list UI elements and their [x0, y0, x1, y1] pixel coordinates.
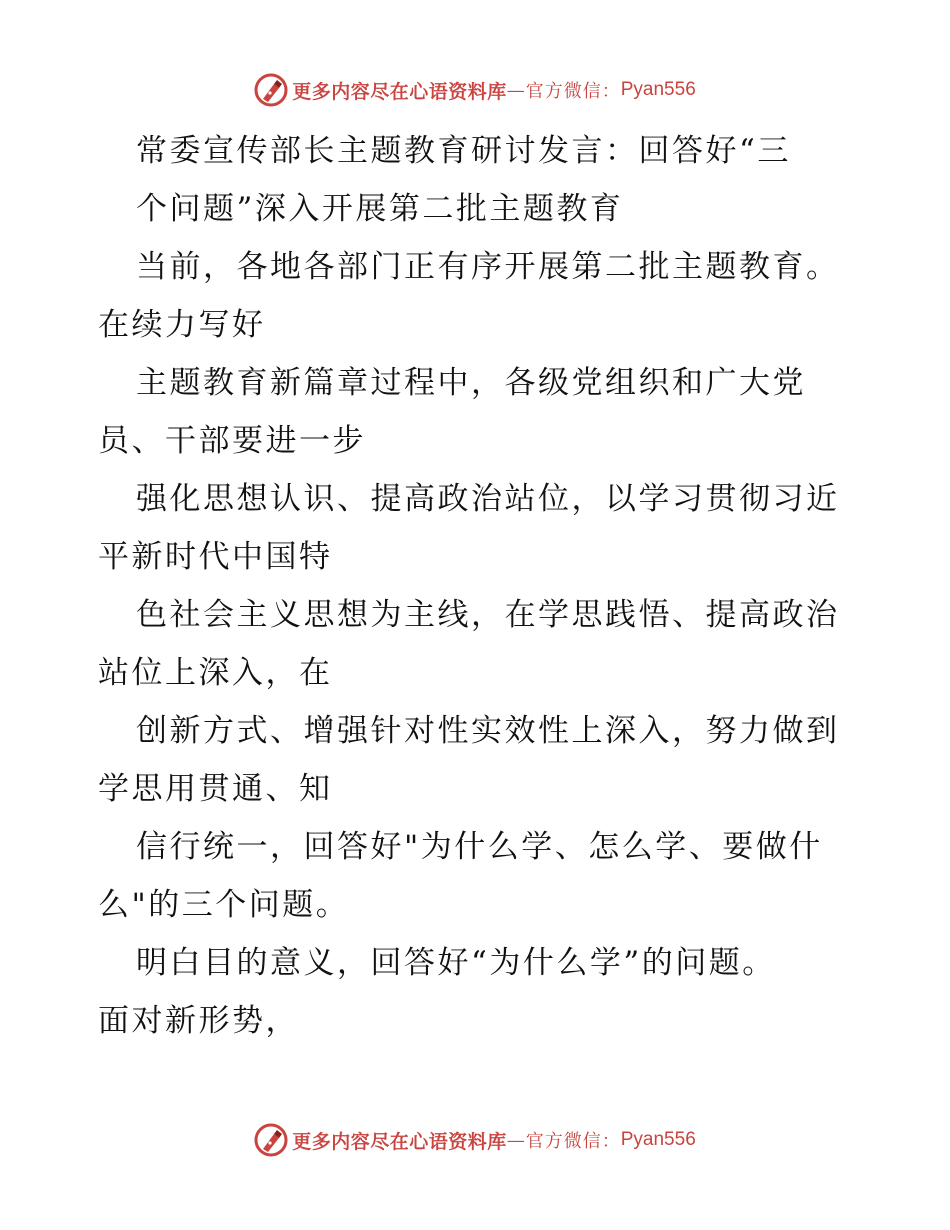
- title-line-2: 个问题”深入开展第二批主题教育: [136, 191, 624, 227]
- header-brand: 更多内容尽在心语资料库: [292, 80, 507, 103]
- footer-brand: 更多内容尽在心语资料库: [292, 1130, 507, 1153]
- paragraph-line: 在续力写好: [98, 307, 266, 343]
- paragraph-line: 么"的三个问题。: [98, 887, 350, 923]
- paragraph-line: 面对新形势，: [98, 1003, 299, 1039]
- paragraph-line: 学思用贯通、知: [98, 771, 333, 807]
- header-dash: —: [506, 79, 526, 101]
- header-banner: [0, 70, 950, 110]
- paragraph-line: 平新时代中国特: [98, 539, 333, 575]
- paragraph-line: 色社会主义思想为主线，在学思践悟、提高政治: [136, 597, 840, 633]
- paragraph-line: 站位上深入，在: [98, 655, 333, 691]
- footer-wechat-id: Pyan556: [620, 1129, 696, 1150]
- paragraph-line: 主题教育新篇章过程中，各级党组织和广大党: [136, 365, 806, 401]
- paragraph-line: 员、干部要进一步: [98, 423, 366, 459]
- paragraph-line: 信行统一，回答好"为什么学、怎么学、要做什: [136, 829, 823, 865]
- paragraph-line: 明白目的意义，回答好“为什么学”的问题。: [136, 945, 776, 981]
- header-wechat-id: Pyan556: [620, 79, 696, 100]
- paragraph-line: 创新方式、增强针对性实效性上深入，努力做到: [136, 713, 840, 749]
- pen-logo-icon: [254, 73, 288, 107]
- footer-banner: [0, 1120, 950, 1160]
- paragraph-line: 当前，各地各部门正有序开展第二批主题教育。: [136, 249, 840, 285]
- title-line-1: 常委宣传部长主题教育研讨发言：回答好“三: [136, 133, 791, 169]
- document-body: [98, 122, 858, 1050]
- pen-logo-icon: [254, 1123, 288, 1157]
- paragraph-line: 强化思想认识、提高政治站位，以学习贯彻习近: [136, 481, 840, 517]
- footer-wechat-label: 官方微信：: [525, 1131, 621, 1152]
- footer-dash: —: [506, 1129, 526, 1151]
- header-wechat-label: 官方微信：: [525, 81, 621, 102]
